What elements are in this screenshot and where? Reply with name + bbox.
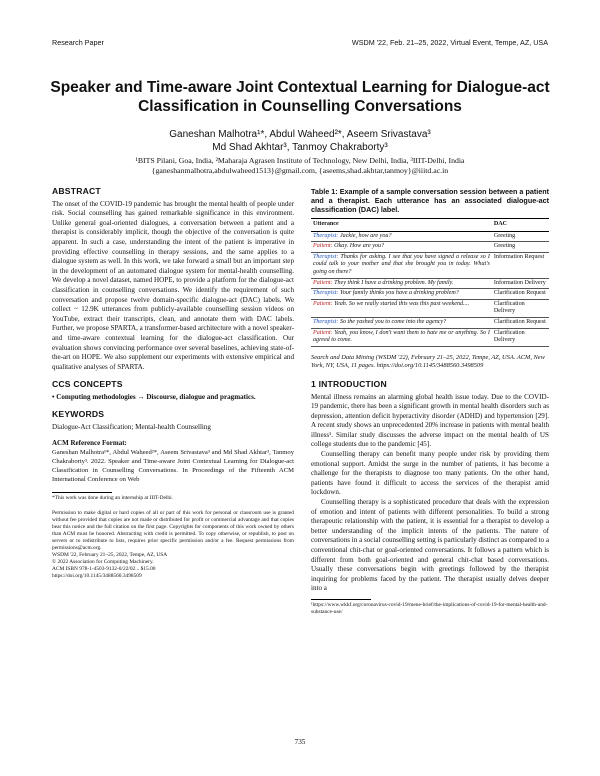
affiliations	[40, 156, 560, 176]
speaker-label: Therapist:	[313, 290, 339, 297]
paper-title: Speaker and Time-aware Joint Contextual Learning for Dialogue-act Classification in Counselling Conversations	[50, 79, 550, 115]
utterance-text: They think I have a drinking problem. My family.	[334, 279, 454, 286]
permission-text: Permission to make digital or hard copies of all or part of this work for personal or classroom use is granted without fee provided that copies are not made or distributed for profit or commercial advantage and that copies bear this notice and the full citation on the first page. Copyrights for components of this work owned by others than ACM must be honored. Abstracting with credit is permitted. To copy otherwise, or republish, to post on servers or to redistribute to lists, requires prior specific permission and/or a fee. Request permissions from permissions@acm.org.	[52, 510, 294, 552]
intro-paragraph-3: Counselling therapy is a sophisticated procedure that deals with the expression of emotion and intent of patients with different personalities. To build a strong therapeutic relationship with the patient, it is essential for a therapist to develop a better understanding of the implicit intents of the patients. The nature of conversations in a social counselling setting is particularly distinct as compared to a conventional chit-chat or goal-oriented conversations. It follows a pattern which is different from both goal-oriented and general chit-chat based conversations. Usually these conversations begin with greetings followed by the therapist inquiring for problems faced by the patient. The therapist usually delves deeper into a	[311, 498, 549, 593]
right-reference-text: Search and Data Mining (WSDM '22), February 21–25, 2022, Tempe, AZ, USA. ACM, New York, NY, USA, 11 pages. https://doi.org/10.1145/3488560.3498509	[311, 353, 545, 370]
authors-line-1: Ganeshan Malhotra¹*, Abdul Waheed²*, Aseem Srivastava³	[169, 129, 431, 140]
utterance-cell	[311, 231, 492, 242]
abstract-heading: ABSTRACT	[52, 186, 101, 196]
isbn-line: ACM ISBN 978-1-4503-9132-0/22/02... $15.00	[52, 566, 156, 573]
authors	[40, 128, 560, 154]
footnote-rule	[52, 492, 112, 493]
conference-line: WSDM '22, February 21–25, 2022, Tempe, AZ, USA	[52, 552, 168, 559]
authors-line-2: Md Shad Akhtar³, Tanmoy Chakraborty³	[212, 142, 388, 153]
speaker-label: Patient:	[313, 243, 333, 250]
intro-paragraph-1: Mental illness remains an alarming global health issue today. Due to the COVID-19 pandemic, there has been a significant growth in mental health disorders such as depression, attention deficit hyperactivity disorder (ADHD) and hypertension [29]. A recent study shows an unprecedented 20% increase in patients with mental health illness¹. Similar study discusses the adverse impact on the mental health of US college students due to the pandemic [45].	[311, 392, 549, 449]
dac-cell: Greeting	[492, 231, 549, 242]
table-row	[311, 289, 549, 300]
copyright-line: © 2022 Association for Computing Machinery.	[52, 559, 154, 566]
dac-cell: Clarification Request	[492, 317, 549, 328]
header-left: Research Paper	[52, 38, 104, 47]
ccs-heading: CCS CONCEPTS	[52, 379, 123, 390]
speaker-label: Therapist:	[313, 232, 339, 239]
dac-cell: Clarification Delivery	[492, 299, 549, 317]
page-number: 735	[294, 738, 306, 746]
dac-cell: Information Request	[492, 252, 549, 278]
acm-ref-heading: ACM Reference Format:	[52, 438, 127, 447]
col-header-utterance: Utterance	[311, 219, 492, 232]
keywords-text: Dialogue-Act Classification; Mental-health Counselling	[52, 423, 211, 432]
dac-cell: Clarification Delivery	[492, 328, 549, 346]
right-column	[311, 187, 549, 616]
table-caption: Table 1: Example of a sample conversation session between a patient and a therapist. Each utterance has an associated dialogue-act classification (DAC) label.	[311, 187, 549, 214]
speaker-label: Patient:	[313, 329, 333, 336]
col-header-dac: DAC	[492, 219, 549, 232]
abstract-text: The onset of the COVID-19 pandemic has brought the mental health of people under risk. Social counselling has gained remarkable significance in this environment. Unlike general goal-oriented dialogues, a conversation between a patient and a therapist is considerably implicit, though the objective of the conversation is quite apparent. In such a case, understanding the intent of the patient is imperative in providing effective counselling in therapy sessions, and the same applies to a dialogue system as well. In this work, we take forward a small but an important step in the development of an automated dialogue system for mental-health counselling. We develop a novel dataset, named HOPE, to provide a platform for the dialogue-act classification in counselling conversations. We identify the requirement of such conversation and propose twelve domain-specific dialogue-act (DAC) labels. We collect ~ 12.9K utterances from publicly-available counselling session videos on YouTube, extract their transcripts, clean, and annotate them with DAC labels. Further, we propose SPARTA, a transformer-based architecture with a novel speaker- and time-aware contextual learning for the dialogue-act classification. Our evaluation shows convincing performance over several baselines, achieving state-of-the-art on HOPE. We also supplement our experiments with extensive empirical and qualitative analyses of SPARTA.	[52, 199, 294, 371]
dac-cell: Information Delivery	[492, 278, 549, 289]
keywords-heading: KEYWORDS	[52, 409, 105, 420]
speaker-label: Therapist:	[313, 318, 339, 325]
table-row	[311, 328, 549, 346]
dac-cell: Clarification Request	[492, 289, 549, 300]
conversation-table	[311, 218, 549, 347]
intro-paragraph-2: Counselling therapy can benefit many people under risk by providing them emotional support. Amidst the surge in the number of patients, it has become a challenge for the therapists to diagnose too many patients. On the other hand, patients have found it difficult to access the services of the therapist amid lockdown.	[311, 450, 549, 497]
table-row	[311, 299, 549, 317]
utterance-cell	[311, 299, 492, 317]
acm-ref-text: Ganeshan Malhotra¹*, Abdul Waheed²*, Aseem Srivastava³ and Md Shad Akhtar³, Tanmoy Chakraborty³. 2022. Speaker and Time-aware Joint Contextual Learning for Dialogue-act Classification in Counselling Conversations. In Proceedings of the Fifteenth ACM International Conference on Web	[52, 449, 294, 484]
dac-cell: Greeting	[492, 242, 549, 253]
left-column	[52, 187, 294, 580]
footnote-1: ¹https://www.wkkf.org/coronavirus-covid-19/mene-brief/the-implications-of-covid-19-for-mental-health-and-substance-use/	[311, 601, 548, 615]
utterance-cell	[311, 242, 492, 253]
table-row	[311, 242, 549, 253]
utterance-text: Yeah, you know, I don't want them to hate me or anything. So I agreed to come.	[313, 329, 490, 344]
doi-line: https://doi.org/10.1145/3488560.3498509	[52, 573, 142, 580]
speaker-label: Patient:	[313, 300, 333, 307]
utterance-cell	[311, 278, 492, 289]
table-row	[311, 317, 549, 328]
table-row	[311, 278, 549, 289]
speaker-label: Therapist:	[313, 253, 339, 260]
utterance-text: Yeah. So we really started this was this past weekend....	[334, 300, 470, 307]
intro-heading: 1 INTRODUCTION	[311, 378, 387, 389]
running-header	[52, 38, 548, 47]
affiliation-line: ¹BITS Pilani, Goa, India, ²Maharaja Agrasen Institute of Technology, New Delhi, India, ³IIIT-Delhi, India	[135, 156, 465, 165]
utterance-text: Thanks for asking. I see that you have signed a release so I could talk to your mother and that she brought you in today. What's going on there?	[313, 253, 490, 275]
utterance-cell	[311, 252, 492, 278]
permission-block	[52, 510, 294, 580]
speaker-label: Patient:	[313, 279, 333, 286]
utterance-text: So the yashed you to come into the agency?	[339, 318, 447, 325]
utterance-text: Okay. How are you?	[334, 243, 385, 250]
table-row	[311, 252, 549, 278]
utterance-text: Your family thinks you have a drinking problem?	[339, 290, 459, 297]
email-line: {ganeshanmalhotra,abdulwaheed1513}@gmail.com, {aseems,shad.akhtar,tanmoy}@iiitd.ac.in	[151, 166, 449, 175]
utterance-cell	[311, 328, 492, 346]
utterance-cell	[311, 289, 492, 300]
footnote-rule-right	[311, 599, 371, 600]
utterance-text: Jackie, how are you?	[339, 232, 392, 239]
utterance-cell	[311, 317, 492, 328]
ccs-text: • Computing methodologies → Discourse, dialogue and pragmatics.	[52, 392, 256, 401]
header-right: WSDM '22, Feb. 21–25, 2022, Virtual Event, Tempe, AZ, USA	[351, 38, 548, 47]
footnote-internship: *This work was done during an internship at IIIT-Delhi.	[52, 495, 173, 502]
table-row	[311, 231, 549, 242]
